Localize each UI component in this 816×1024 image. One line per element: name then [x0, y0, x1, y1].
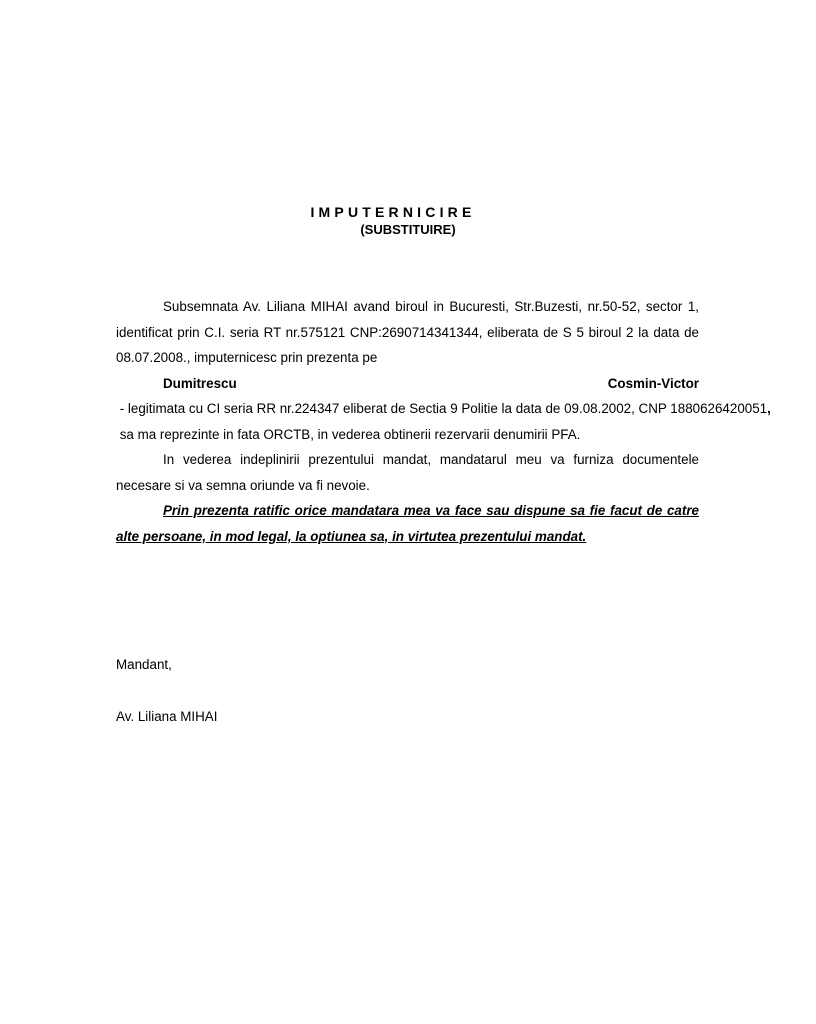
document-title: IMPUTERNICIRE: [310, 204, 476, 220]
paragraph-mandate: In vederea indeplinirii prezentului mandat, mandatarul meu va furniza documentele necesare si va semna oriunde va fi nevoie.: [116, 452, 699, 493]
grantee-name: Dumitrescu Cosmin-Victor: [163, 375, 699, 391]
closing-label: Mandant,: [116, 657, 172, 672]
paragraph-grantor: Subsemnata Av. Liliana MIHAI avand biroul in Bucuresti, Str.Buzesti, nr.50-52, sector 1, identificat prin C.I. seria RT nr.575121 CNP:2690714341344, eliberata de S 5 biroul 2 la data de 08.07.2008., imputernicesc prin prezenta pe: [116, 299, 699, 365]
grantee-details: - legitimata cu CI seria RR nr.224347 eliberat de Sectia 9 Politie la data de 09.08.2002, CNP 1880626420051: [116, 401, 768, 416]
document-body: [116, 294, 771, 549]
grantee-comma: ,: [767, 401, 771, 416]
signer-name: Av. Liliana MIHAI: [116, 709, 218, 724]
document-subtitle: (SUBSTITUIRE): [360, 222, 456, 237]
paragraph-grantee: [116, 371, 771, 422]
paragraph-purpose: sa ma reprezinte in fata ORCTB, in vederea obtinerii rezervarii denumirii PFA.: [116, 426, 581, 442]
paragraph-ratification: Prin prezenta ratific orice mandatara mea va face sau dispune sa fie facut de catre alte persoane, in mod legal, la optiunea sa, in virtutea prezentului mandat.: [116, 503, 699, 544]
